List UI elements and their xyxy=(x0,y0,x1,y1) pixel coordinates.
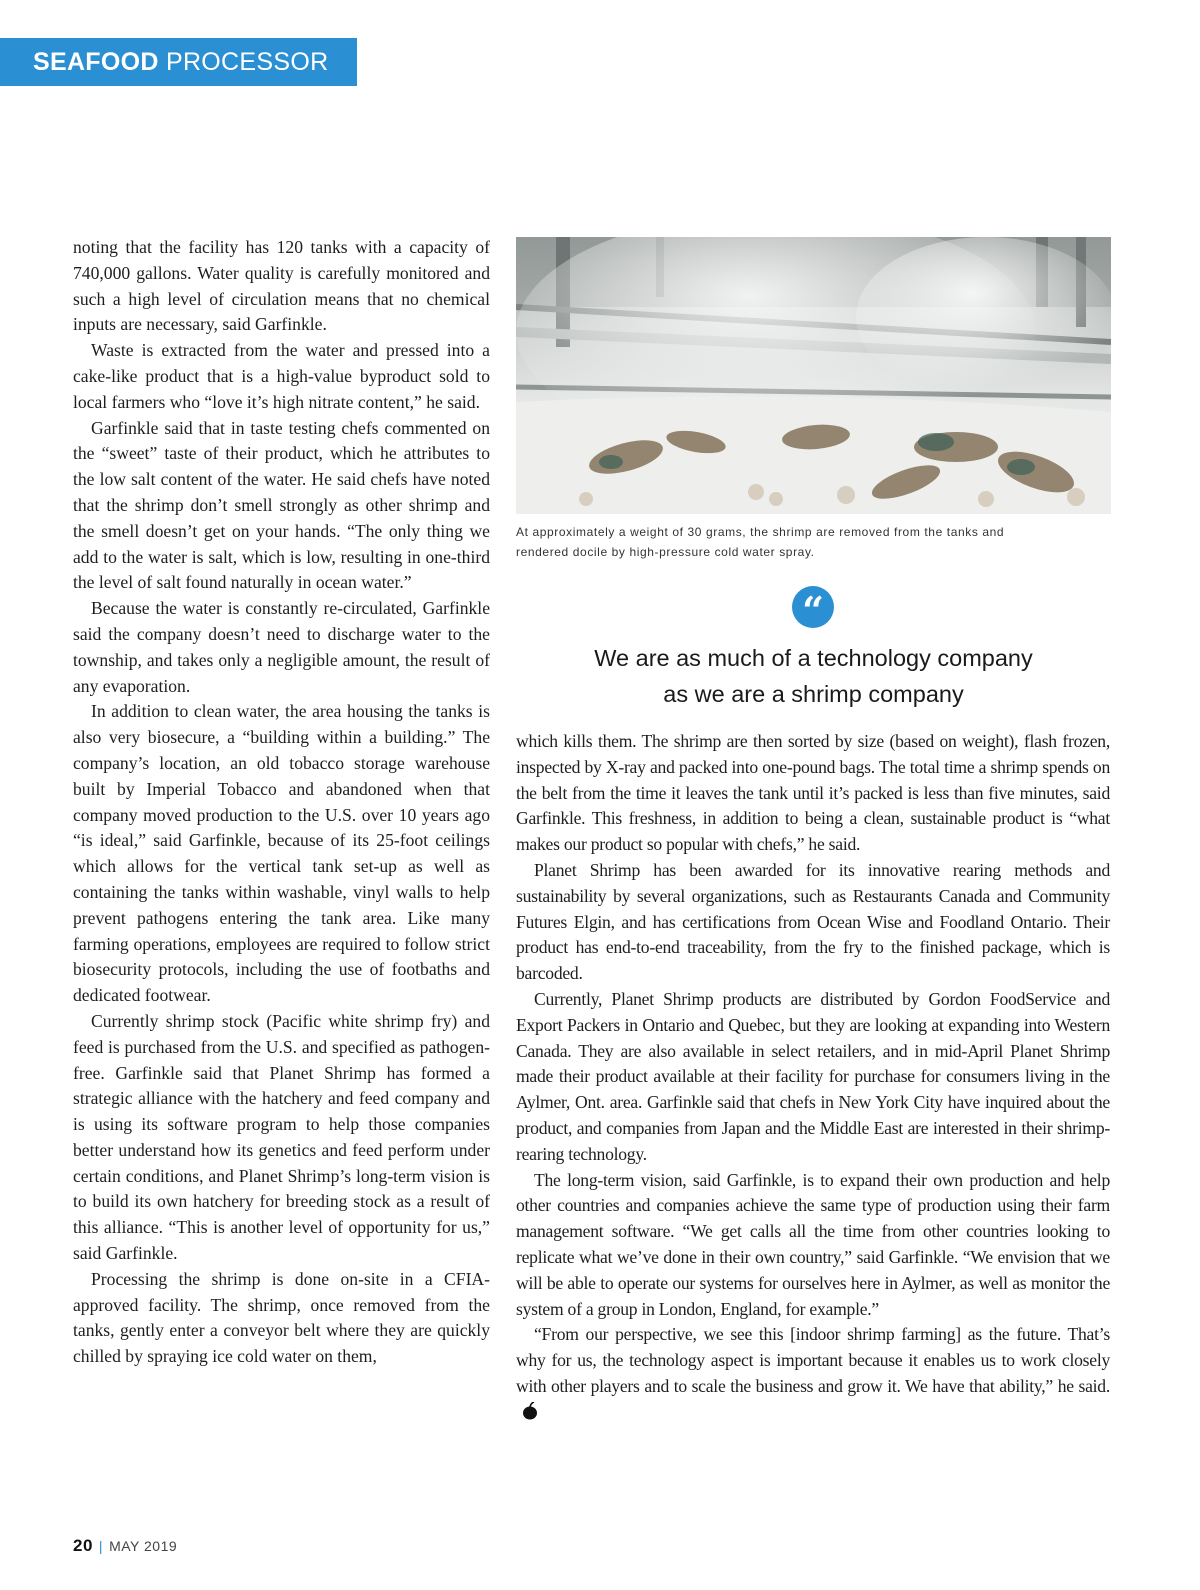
paragraph: Currently, Planet Shrimp products are distributed by Gordon FoodService and Export Packers in Ontario and Quebec, but they are looking at expanding into Western Canada. They are also available in select retailers, and in mid-April Planet Shrimp made their product available at their facility for purchase for consumers living in the Aylmer, Ont. area. Garfinkle said that chefs in New York City have inquired about the product, and companies from Japan and the Middle East are interested in their shrimp-rearing technology. xyxy=(516,988,1110,1164)
paragraph: Garfinkle said that in taste testing chefs commented on the “sweet” taste of their product, which he attributes to the low salt content of the water. He said chefs have noted that the shrimp don’t smell strongly as other shrimp and the smell doesn’t get on your hands. “The only thing we add to the water is salt, which is low, resulting in one-third the level of salt found naturally in ocean water.” xyxy=(73,417,490,593)
end-of-article-icon xyxy=(522,1402,538,1420)
paragraph xyxy=(516,1322,1110,1425)
issue-date: MAY 2019 xyxy=(109,1538,178,1554)
pull-quote-line: as we are a shrimp company xyxy=(663,681,964,707)
paragraph: Because the water is constantly re-circulated, Garfinkle said the company doesn’t need to discharge water to the township, and takes only a negligible amount, the result of any evaporation. xyxy=(73,598,490,696)
paragraph: The long-term vision, said Garfinkle, is to expand their own production and help other countries and companies achieve the same type of production using their farm management software. “We get calls all the time from other countries looking to replicate what we’ve done in their own country,” said Garfinkle. “We envision that we will be able to operate our systems for ourselves here in Aylmer, as well as monitor the system of a group in London, England, for example.” xyxy=(516,1169,1110,1319)
paragraph: which kills them. The shrimp are then sorted by size (based on weight), flash frozen, inspected by X-ray and packed into one-pound bags. The total time a shrimp spends on the belt from the time it leaves the tank until it’s packed is less than five minutes, said Garfinkle. This freshness, in addition to being a clean, sustainable product is “what makes our product so popular with chefs,” he said. xyxy=(516,731,1110,855)
page-footer xyxy=(73,1536,177,1556)
section-title-bold: SEAFOOD xyxy=(33,48,159,76)
photo-illustration xyxy=(516,237,1111,514)
paragraph: Planet Shrimp has been awarded for its innovative rearing methods and sustainability by several organizations, such as Restaurants Canada and Community Futures Elgin, and has certifications from Ocean Wise and Foodland Ontario. Their product has end-to-end traceability, from the fry to the finished package, which is barcoded. xyxy=(516,859,1110,984)
svg-text:“: “ xyxy=(802,588,824,628)
right-column xyxy=(516,729,1110,1426)
shrimp-conveyor-photo xyxy=(516,237,1111,514)
paragraph: In addition to clean water, the area housing the tanks is also very biosecure, a “building within a building.” The company’s location, an old tobacco storage warehouse built by Imperial Tobacco and abandoned when that company moved production to the U.S. over 10 years ago “is ideal,” said Garfinkle, because of its 25-foot ceilings which allows for the vertical tank set-up as well as containing the tanks within washable, vinyl walls to help prevent pathogens entering the tank area. Like many farming operations, employees are required to follow strict biosecurity protocols, including the use of footbaths and dedicated footwear. xyxy=(73,701,490,1006)
page-number: 20 xyxy=(73,1536,93,1555)
pull-quote xyxy=(516,640,1111,712)
paragraph: noting that the facility has 120 tanks with a capacity of 740,000 gallons. Water quality is carefully monitored and such a high level of circulation means that no chemical inputs are necessary, said Garfinkle. xyxy=(73,237,490,335)
left-column xyxy=(73,235,490,1370)
final-paragraph-text: “From our perspective, we see this [indoor shrimp farming] as the future. That’s why for us, the technology aspect is important because it enables us to work closely with other players and to scale the business and grow it. We have that ability,” he said. xyxy=(516,1324,1110,1396)
section-header xyxy=(0,38,357,86)
pull-quote-line: We are as much of a technology company xyxy=(594,645,1033,671)
paragraph: Waste is extracted from the water and pressed into a cake-like product that is a high-value byproduct sold to local farmers who “love it’s high nitrate content,” he said. xyxy=(73,340,490,412)
footer-separator: | xyxy=(98,1538,104,1554)
paragraph: Processing the shrimp is done on-site in a CFIA-approved facility. The shrimp, once removed from the tanks, gently enter a conveyor belt where they are quickly chilled by spraying ice cold water on them, xyxy=(73,1268,490,1367)
paragraph: Currently shrimp stock (Pacific white shrimp fry) and feed is purchased from the U.S. and specified as pathogen-free. Garfinkle said that Planet Shrimp has formed a strategic alliance with the hatchery and feed company and is using its software program to help those companies better understand how its genetics and feed perform under certain conditions, and Planet Shrimp’s long-term vision is to build its own hatchery for breeding stock as a result of this alliance. “This is another level of opportunity for us,” said Garfinkle. xyxy=(73,1010,490,1264)
photo-caption: At approximately a weight of 30 grams, the shrimp are removed from the tanks and rendered docile by high-pressure cold water spray. xyxy=(516,525,1005,559)
quote-icon xyxy=(792,586,834,628)
section-title-rest: PROCESSOR xyxy=(158,48,329,76)
